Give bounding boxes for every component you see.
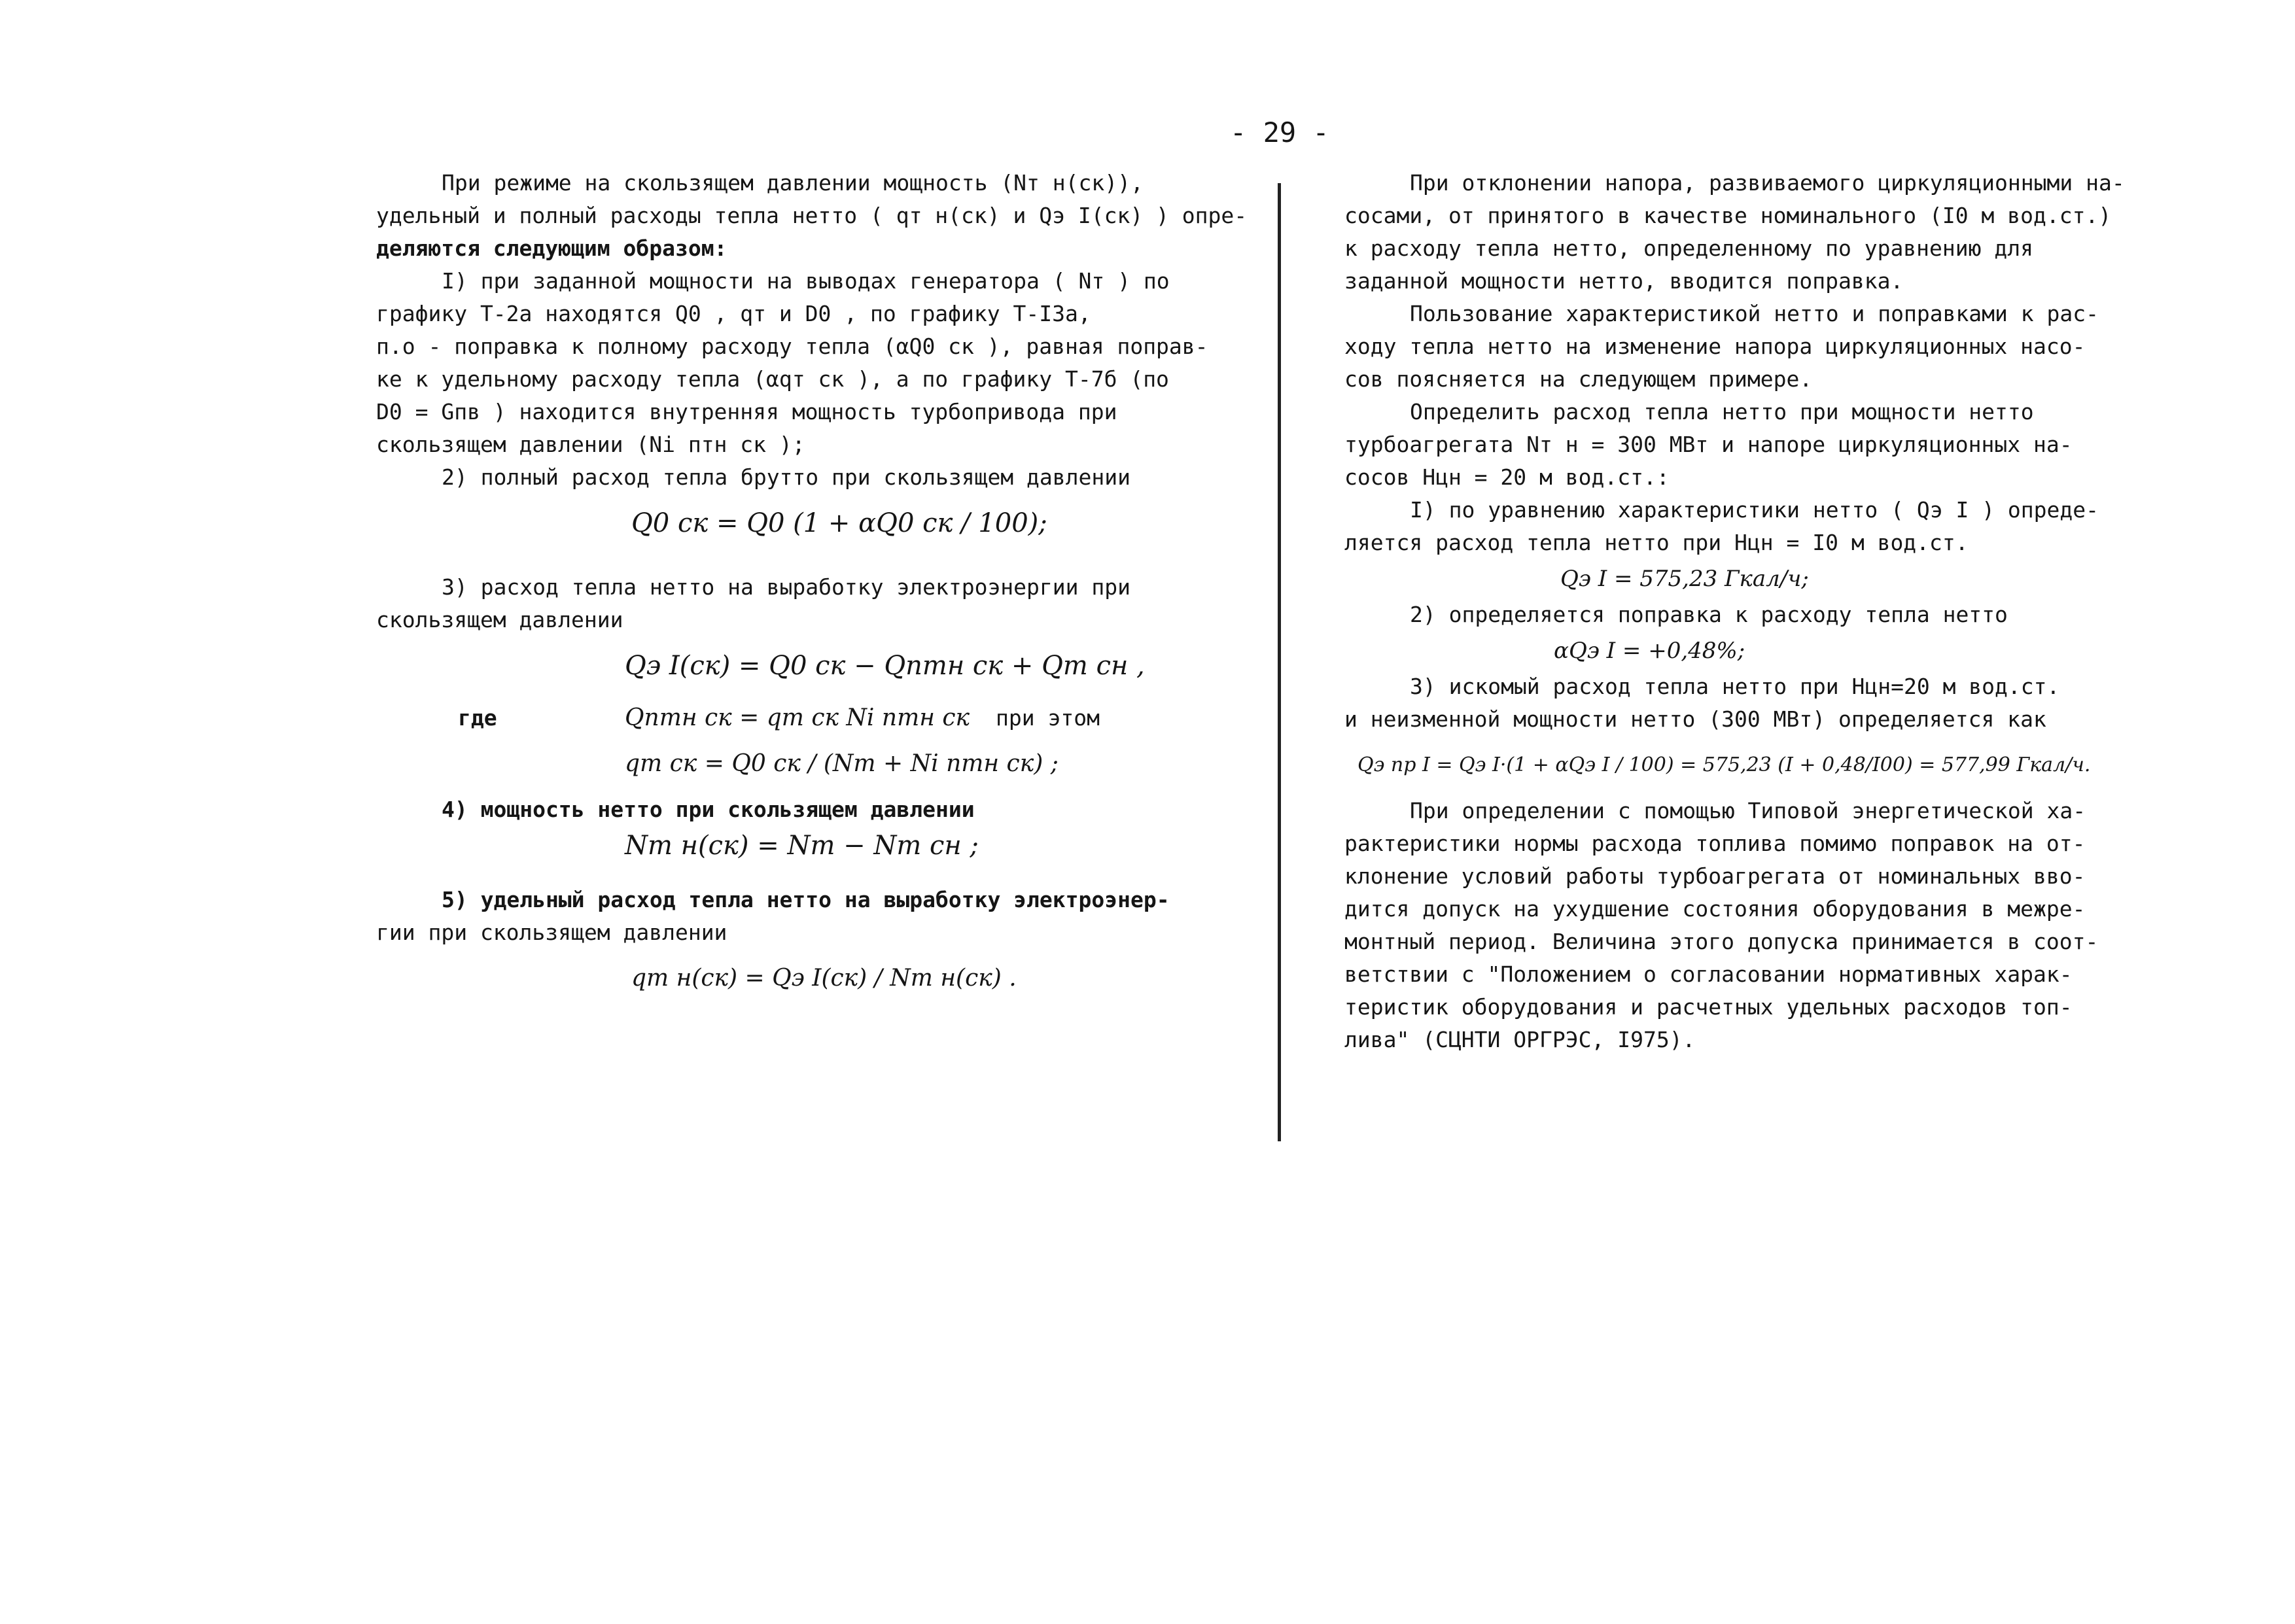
paragraph-line: При определении с помощью Типовой энергетической ха- — [1410, 798, 2086, 823]
equation-result: Qэ пр I = Qэ I·(1 + αQэ I / 100) = 575,23 (I + 0,48/I00) = 577,99 Гкал/ч. — [1358, 753, 2091, 776]
equation-gross-heat: Q0 ск = Q0 (1 + αQ0 ск / 100); — [631, 508, 1047, 538]
paragraph-line: сосами, от принятого в качестве номинального (I0 м вод.ст.) — [1344, 203, 2112, 228]
step-1-line: графику Т-2а находятся Q0 , qт и D0 , по графику Т-I3а, — [376, 301, 1091, 326]
paragraph-line: лива" (СЦНТИ ОРГРЭС, I975). — [1344, 1027, 1696, 1052]
paragraph-line: сов поясняется на следующем примере. — [1344, 366, 1813, 392]
paragraph-line: ходу тепла нетто на изменение напора циркуляционных насо- — [1344, 334, 2086, 359]
step-2-line: 2) полный расход тепла брутто при скользящем давлении — [442, 464, 1130, 490]
paragraph-line: клонение условий работы турбоагрегата от номинальных вво- — [1344, 863, 2086, 889]
equation-note: при этом — [996, 705, 1100, 731]
step-3-line: скользящем давлении — [376, 607, 623, 632]
paragraph-line: к расходу тепла нетто, определенному по уравнению для — [1344, 235, 2033, 261]
paragraph-line: деляются следующим образом: — [376, 235, 727, 261]
step-3-line: 3) расход тепла нетто на выработку электроэнергии при — [442, 574, 1130, 600]
paragraph-line: удельный и полный расходы тепла нетто ( qт н(ск) и Qэ I(ск) ) опре- — [376, 203, 1248, 228]
paragraph-line: дится допуск на ухудшение состояния оборудования в межре- — [1344, 896, 2086, 922]
where-label: где — [458, 705, 497, 731]
equation-specific-net-heat: qт н(ск) = Qэ I(ск) / Nт н(ск) . — [631, 965, 1017, 992]
example-step-1-line: I) по уравнению характеристики нетто ( Qэ I ) опреде- — [1410, 497, 2099, 523]
step-1-line: скользящем давлении (Ni птн ск ); — [376, 432, 805, 457]
equation-turbodrive-heat: Qптн ск = qт ск Ni птн ск — [625, 704, 970, 731]
paragraph-line: Пользование характеристикой нетто и поправками к рас- — [1410, 301, 2099, 326]
paragraph-line: При режиме на скользящем давлении мощность (Nт н(ск)), — [442, 170, 1144, 196]
step-1-line: D0 = Gпв ) находится внутренняя мощность турбопривода при — [376, 399, 1117, 424]
equation-net-power: Nт н(ск) = Nт − Nт сн ; — [625, 831, 979, 861]
page-number: - 29 - — [1230, 116, 1329, 148]
equation-correction: αQэ I = +0,48%; — [1554, 638, 1745, 664]
paragraph-line: сосов Hцн = 20 м вод.ст.: — [1344, 464, 1670, 490]
example-step-3-line: 3) искомый расход тепла нетто при Hцн=20 м вод.ст. — [1410, 674, 2060, 699]
equation-net-heat: Qэ I(ск) = Q0 ск − Qптн ск + Qт сн , — [625, 651, 1145, 681]
right-column — [1344, 167, 2175, 1056]
where-row — [376, 702, 1256, 734]
column-divider — [1278, 183, 1281, 1141]
step-1-line: п.о - поправка к полному расходу тепла (αQ0 ск ), равная поправ- — [376, 334, 1208, 359]
step-5-line: гии при скользящем давлении — [376, 920, 727, 945]
paragraph-line: турбоагрегата Nт н = 300 МВт и напоре циркуляционных на- — [1344, 432, 2073, 457]
paragraph-line: заданной мощности нетто, вводится поправка. — [1344, 268, 1904, 294]
left-column — [376, 167, 1256, 1008]
example-step-3-line: и неизменной мощности нетто (300 МВт) определяется как — [1344, 706, 2046, 732]
paragraph-line: теристик оборудования и расчетных удельных расходов топ- — [1344, 994, 2073, 1020]
step-5-line: 5) удельный расход тепла нетто на выработку электроэнер- — [442, 887, 1170, 912]
spacer — [376, 865, 1256, 884]
step-1-line: ке к удельному расходу тепла (αqт ск ), а по графику Т-7б (по — [376, 366, 1169, 392]
paragraph-line: ветствии с "Положением о согласовании нормативных харак- — [1344, 961, 2073, 987]
equation-specific-heat: qт ск = Q0 ск / (Nт + Ni птн ск) ; — [625, 750, 1059, 777]
spacer — [376, 553, 1256, 571]
example-step-2-line: 2) определяется поправка к расходу тепла нетто — [1410, 602, 2008, 627]
example-step-1-line: ляется расход тепла нетто при Hцн = I0 м вод.ст. — [1344, 530, 1969, 555]
paragraph-line: Определить расход тепла нетто при мощности нетто — [1410, 399, 2034, 424]
step-4-line: 4) мощность нетто при скользящем давлении — [442, 797, 975, 822]
step-1-line: I) при заданной мощности на выводах генератора ( Nт ) по — [442, 268, 1170, 294]
paragraph-line: При отклонении напора, развиваемого циркуляционными на- — [1410, 170, 2125, 196]
paragraph-line: монтный период. Величина этого допуска принимается в соот- — [1344, 929, 2099, 954]
paragraph-line: рактеристики нормы расхода топлива помимо поправок на от- — [1344, 831, 2086, 856]
equation-heat-value: Qэ I = 575,23 Гкал/ч; — [1560, 566, 1809, 592]
